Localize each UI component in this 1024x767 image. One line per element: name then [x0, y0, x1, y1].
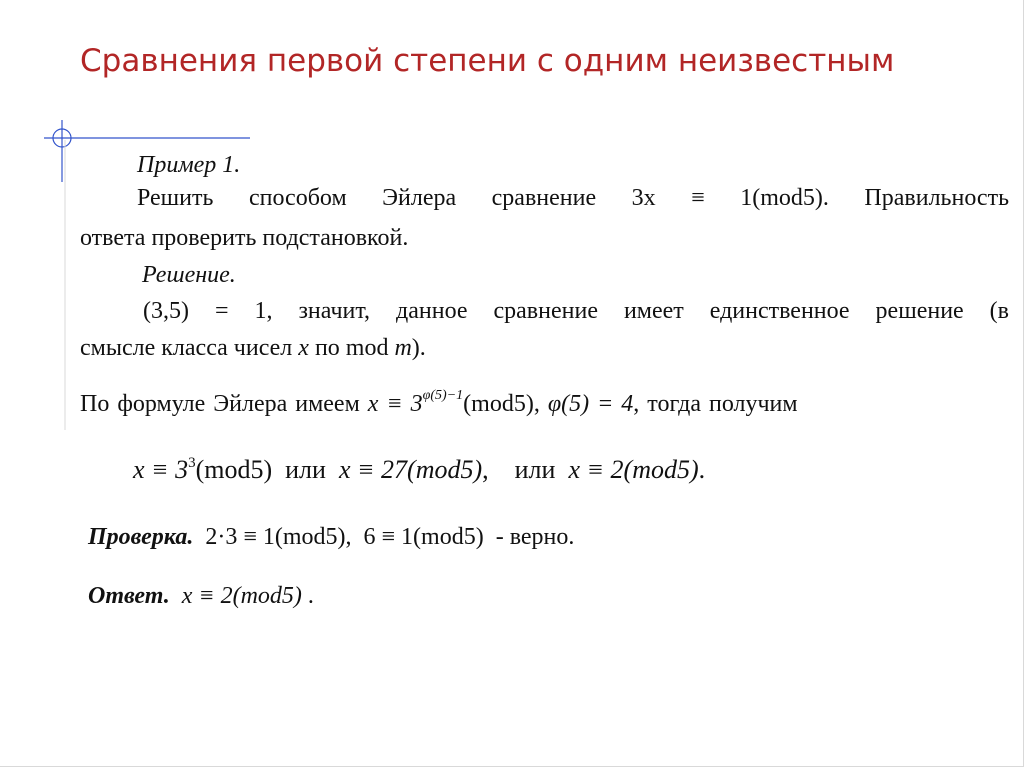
var-x: x: [298, 335, 309, 361]
answer-formula: x ≡ 2(mod5): [181, 583, 302, 609]
gcd-formula: (3,5) = 1: [143, 298, 267, 324]
answer-label: Ответ.: [88, 583, 170, 609]
euler-sep: ,: [533, 391, 540, 417]
euler-formula-mod: (mod5): [463, 391, 534, 417]
euler-formula-base: x ≡ 3: [367, 391, 423, 417]
task-line-2: ответа проверить подстановкой.: [80, 225, 409, 251]
slide-title: Сравнения первой степени с одним неизвестным: [80, 43, 895, 79]
euler-formula-exponent: φ(5)−1: [422, 388, 464, 403]
example-heading: Пример 1.: [137, 152, 241, 178]
check-verdict: - верно.: [495, 524, 575, 550]
euler-prefix: По формуле Эйлера имеем: [80, 391, 360, 417]
task-line-1: [137, 185, 1009, 212]
answer-line: [88, 583, 314, 610]
result-line: [133, 455, 705, 485]
result-part3: x ≡ 2(mod5): [568, 455, 699, 484]
result-or-2: или: [514, 455, 556, 484]
solution-text-a: смысле класса чисел: [80, 335, 299, 361]
var-m: m: [394, 335, 412, 361]
check-label: Проверка.: [88, 524, 194, 550]
check-line: [88, 524, 574, 551]
result-part1-exponent: 3: [188, 455, 196, 471]
euler-phi: φ(5) = 4: [547, 391, 634, 417]
gcd-text: , значит, данное сравнение имеет единственное решение (в: [266, 298, 1009, 324]
result-part1-mod: (mod5): [195, 455, 273, 484]
result-part2: x ≡ 27(mod5): [338, 455, 483, 484]
check-formula-2: 6 ≡ 1(mod5): [363, 524, 484, 550]
answer-end: .: [307, 583, 314, 609]
result-end: .: [698, 455, 706, 484]
check-formula-1: 2·3 ≡ 1(mod5): [205, 524, 346, 550]
check-sep: ,: [345, 524, 352, 550]
solution-text-c: ).: [411, 335, 426, 361]
solution-heading: Решение.: [142, 262, 236, 288]
task-suffix: . Правильность: [822, 185, 1010, 211]
euler-line: [80, 388, 798, 418]
solution-text-b: по mod: [308, 335, 395, 361]
solution-line-1: [143, 298, 1009, 325]
solution-line-2: [80, 335, 426, 362]
result-part1-base: x ≡ 3: [133, 455, 189, 484]
task-text: Решить способом Эйлера сравнение: [137, 185, 597, 211]
euler-suffix: , тогда получим: [633, 391, 798, 417]
task-formula: 3x ≡ 1(mod5): [631, 185, 823, 211]
result-sep: ,: [482, 455, 489, 484]
result-or-1: или: [285, 455, 326, 484]
